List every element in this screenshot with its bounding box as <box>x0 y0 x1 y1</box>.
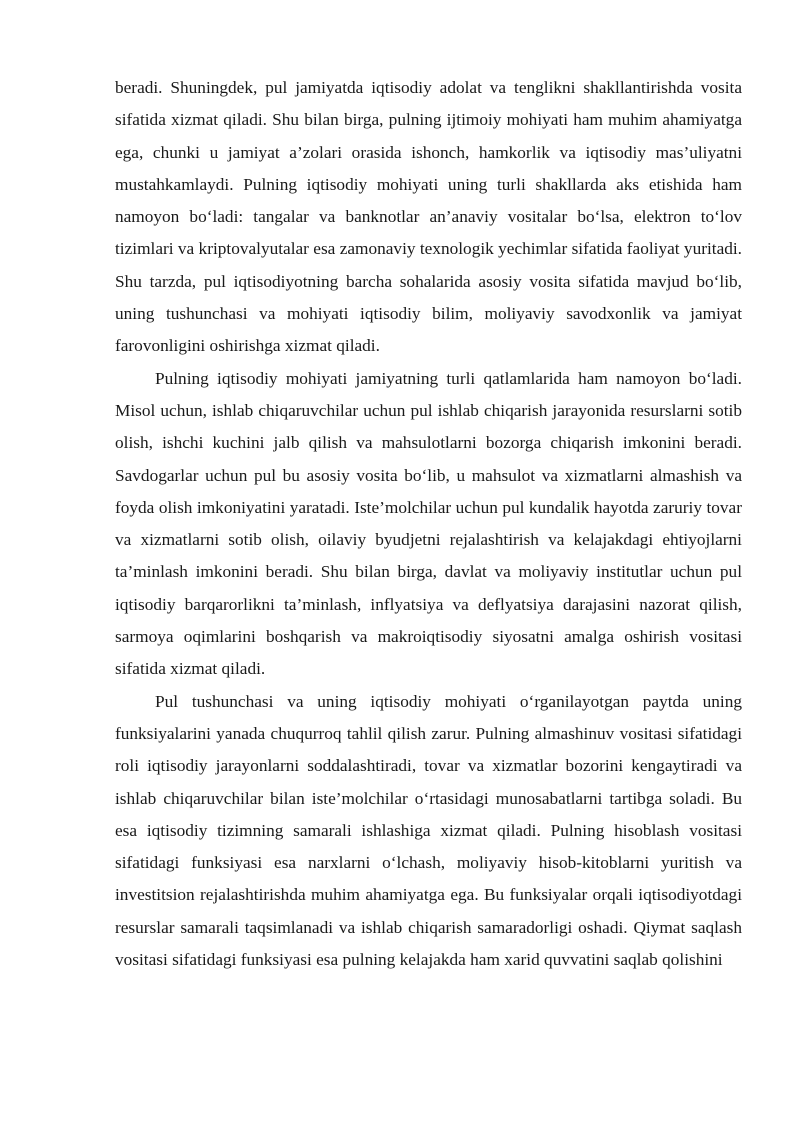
paragraph-continuation: beradi. Shuningdek, pul jamiyatda iqtisodiy adolat va tenglikni shakllantirishda vosita sifatida xizmat qiladi. Shu bilan birga, pulning ijtimoiy mohiyati ham muhim ahamiyatga ega, chunki u jamiyat a’zolari orasida ishonch, hamkorlik va iqtisodiy mas’uliyatni mustahkamlaydi. Pulning iqtisodiy mohiyati uning turli shakllarda aks etishida ham namoyon bo‘ladi: tangalar va banknotlar an’anaviy vositalar bo‘lsa, elektron to‘lov tizimlari va kriptovalyutalar esa zamonaviy texnologik yechimlar sifatida faoliyat yuritadi. Shu tarzda, pul iqtisodiyotning barcha sohalarida asosiy vosita sifatida mavjud bo‘lib, uning tushunchasi va mohiyati iqtisodiy bilim, moliyaviy savodxonlik va jamiyat farovonligini oshirishga xizmat qiladi. <box>115 78 742 356</box>
document-body <box>115 72 742 976</box>
paragraph: Pulning iqtisodiy mohiyati jamiyatning turli qatlamlarida ham namoyon bo‘ladi. Misol uchun, ishlab chiqaruvchilar uchun pul ishlab chiqarish jarayonida resurslarni sotib olish, ishchi kuchini jalb qilish va mahsulotlarni bozorga chiqarish imkonini beradi. Savdogarlar uchun pul bu asosiy vosita bo‘lib, u mahsulot va xizmatlarni almashish va foyda olish imkoniyatini yaratadi. Iste’molchilar uchun pul kundalik hayotda zaruriy tovar va xizmatlarni sotib olish, oilaviy byudjetni rejalashtirish va kelajakdagi ehtiyojlarni ta’minlash imkonini beradi. Shu bilan birga, davlat va moliyaviy institutlar uchun pul iqtisodiy barqarorlikni ta’minlash, inflyatsiya va deflyatsiya darajasini nazorat qilish, sarmoya oqimlarini boshqarish va makroiqtisodiy siyosatni amalga oshirish vositasi sifatida xizmat qiladi. <box>115 368 742 679</box>
paragraph: Pul tushunchasi va uning iqtisodiy mohiyati o‘rganilayotgan paytda uning funksiyalarini yanada chuqurroq tahlil qilish zarur. Pulning almashinuv vositasi sifatidagi roli iqtisodiy jarayonlarni soddalashtiradi, tovar va xizmatlar bozorini kengaytiradi va ishlab chiqaruvchilar bilan iste’molchilar o‘rtasidagi munosabatlarni tartibga soladi. Bu esa iqtisodiy tizimning samarali ishlashiga xizmat qiladi. Pulning hisoblash vositasi sifatidagi funksiyasi esa narxlarni o‘lchash, moliyaviy hisob-kitoblarni yuritish va investitsion rejalashtirishda muhim ahamiyatga ega. Bu funksiyalar orqali iqtisodiyotdagi resurslar samarali taqsimlanadi va ishlab chiqarish samaradorligi oshadi. Qiymat saqlash vositasi sifatidagi funksiyasi esa pulning kelajakda ham xarid quvvatini saqlab qolishini <box>115 691 742 970</box>
